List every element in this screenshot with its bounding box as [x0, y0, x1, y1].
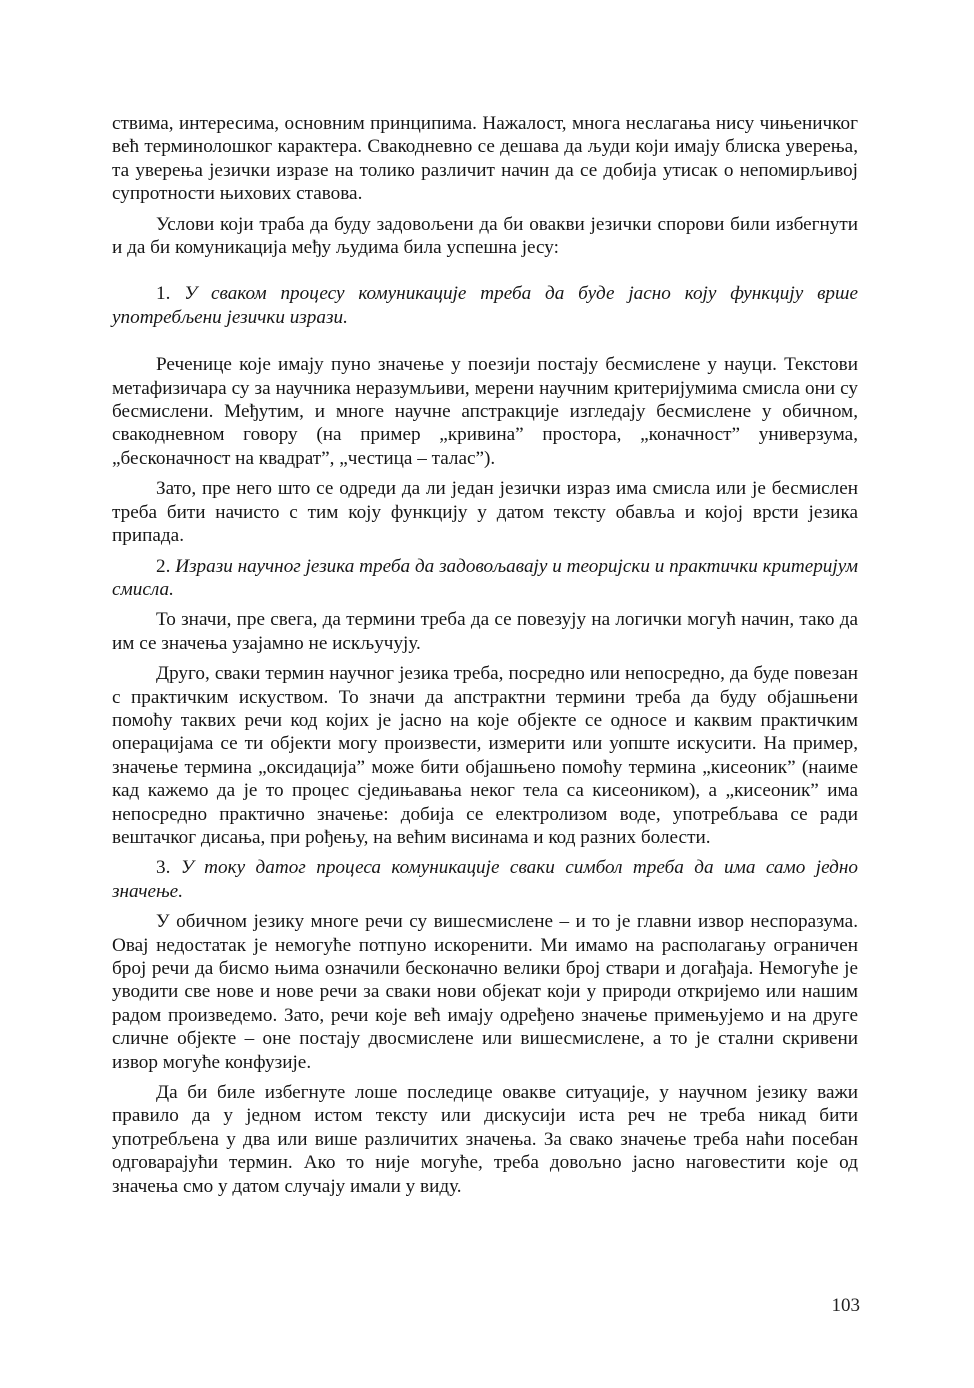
paragraph: То значи, пре свега, да термини треба да се повезују на логички могућ начин, тако да им се значења узајамно не искључују. [112, 609, 858, 654]
numbered-thesis [112, 282, 858, 329]
paragraph: Да би биле избегнуте лоше последице овакве ситуације, у научном језику важи правило да у једном истом тексту или дискусији иста реч не треба никад бити употребљена у два или више различитих значења. За свако значење треба наћи посебан одговарајући термин. Ако то није могуће, треба довољно јасно наговестити које од значења смо у датом случају имали у виду. [112, 1082, 858, 1197]
thesis-text: У току датог процеса комуникације сваки симбол треба да има само једно значење. [112, 857, 858, 902]
thesis-number: 2. [156, 555, 176, 577]
numbered-thesis [112, 856, 858, 903]
paragraph: Друго, сваки термин научног језика треба, посредно или непосредно, да буде повезан с практичким искуством. То значи да апстрактни термини треба да буду објашњени помоћу таквих речи код којих је јасно на које објекте се односе и каквим практичким операцијама се ти објекти могу произвести, измерити или уопште искусити. На пример, значење термина „оксидација” може бити објашњено помоћу термина „кисеоник” (наиме кад кажемо да је то процес сједињавања неког тела са кисеоником), а „кисеоник” има непосредно практично значење: добија се електролизом воде, употребљава се ради вештачког дисања, при рођењу, на већим висинама и код разних болести. [112, 663, 858, 848]
thesis-text: У сваком процесу комуникације треба да буде јасно коју функцију врше употребљени језички изрази. [112, 283, 859, 328]
paragraph: Услови који траба да буду задовољени да би овакви језички спорови били избегнути и да би комуникација међу људима била успешна јесу: [112, 213, 858, 259]
paragraph: У обичном језику многе речи су вишесмислене – и то је главни извор неспоразума. Овај недостатак је немогуће потпуно искоренити. Ми имамо на располагању ограничен број речи да бисмо њима означили бесконачно велики број ствари и догађаја. Немогуће је уводити све нове и нове речи за сваки нови објекат који у природи откријемо или нашим радом произведемо. Зато, речи које већ имају одређено значење примењујемо и на друге сличне објекте – оне постају двосмислене или вишесмислене, а то је стални скривени извор могуће конфузије. [112, 911, 858, 1073]
page-body [112, 112, 858, 1198]
paragraph: Реченице које имају пуно значење у поезији постају бесмислене у науци. Текстови метафизичара су за научника неразумљиви, мерени научним критеријумима смисла они су бесмислени. Међутим, и многе научне апстракције изгледају бесмислене у обичном, свакодневном говору (на пример „кривина” простора, „коначност” универзума, „бесконачност на квадрат”, „честица – талас”). [112, 354, 858, 469]
numbered-thesis [112, 555, 858, 602]
paragraph: ствима, интересима, основним принципима. Нажалост, многа неслагања нису чињеничког већ терминолошког карактера. Свакодневно се дешава да људи који имају блиска уверења, та уверења језички изразе на толико различит начин да се добија утисак о непомирљивој супротности њихових ставова. [112, 113, 858, 205]
thesis-text: Изрази научног језика треба да задовољавају и теоријски и практички критеријум смисла. [112, 555, 859, 600]
page-number: 103 [831, 1295, 860, 1316]
thesis-number: 3. [156, 857, 181, 879]
thesis-number: 1. [156, 283, 185, 305]
paragraph: Зато, пре него што се одреди да ли један језички израз има смисла или је бесмислен треба бити начисто с тим коју функцију у датом тексту обавља и којој врсти језика припада. [112, 478, 858, 547]
